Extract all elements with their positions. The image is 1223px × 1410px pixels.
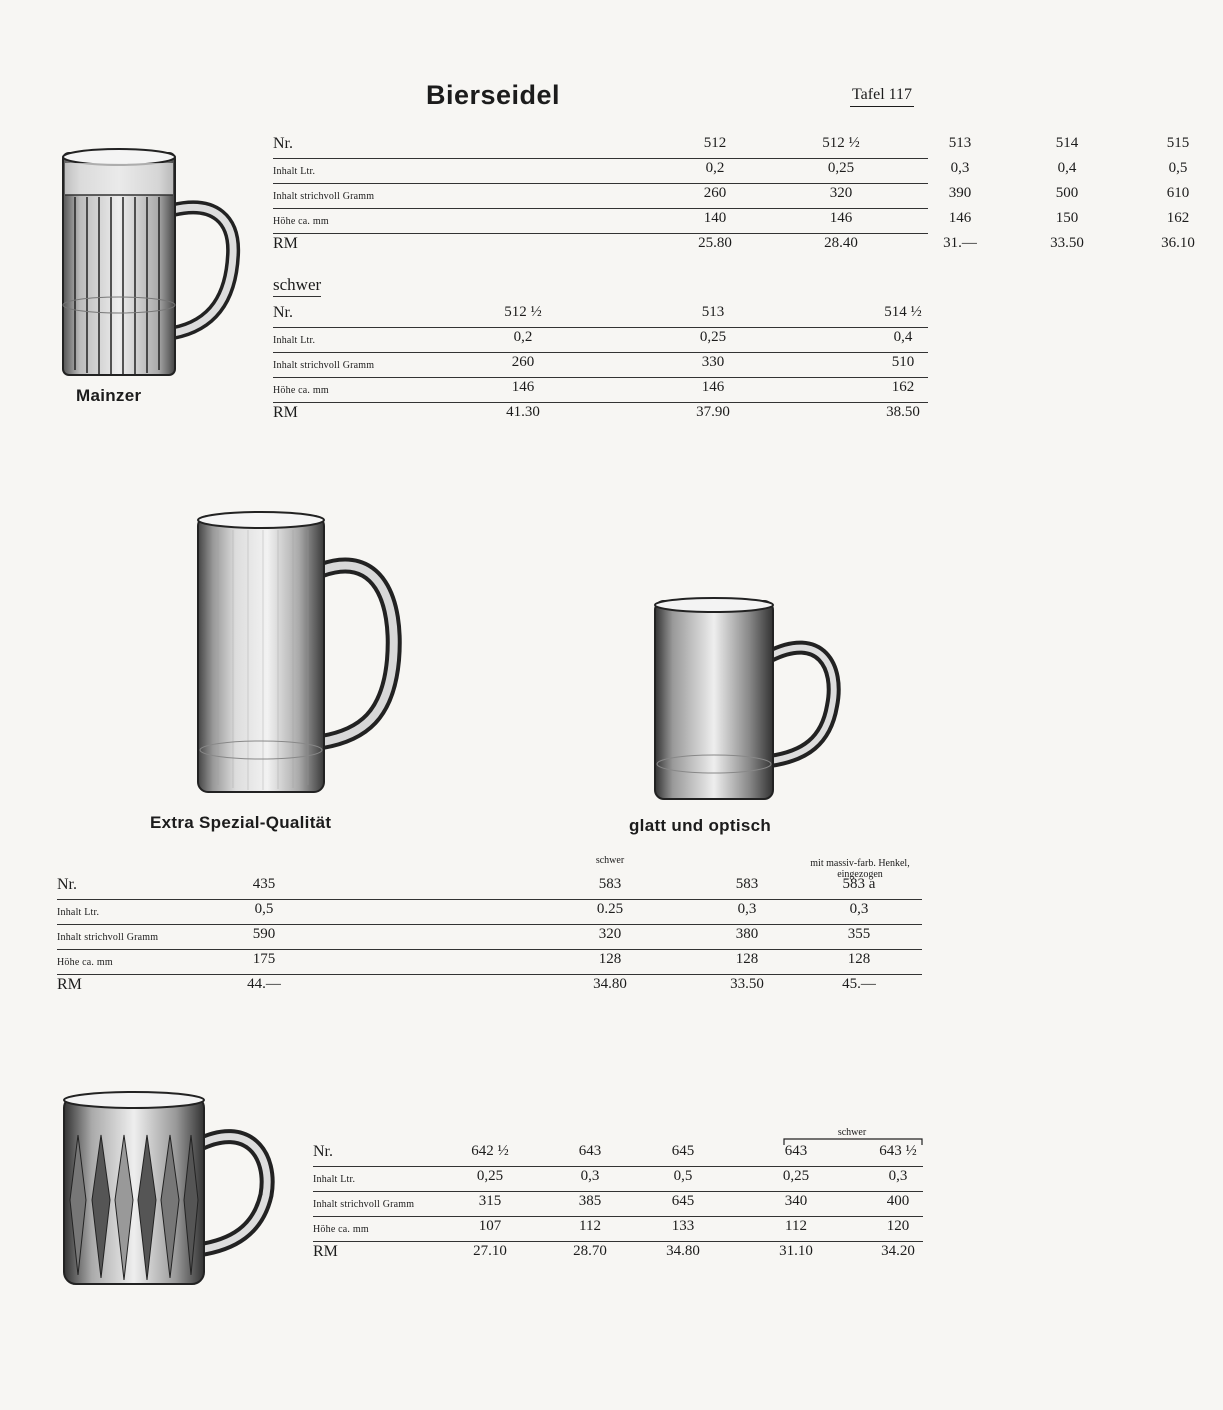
table-cell: 175 xyxy=(252,951,276,967)
row-label-nr: Nr. xyxy=(57,876,77,893)
table-cell: 140 xyxy=(703,210,727,226)
row-label-hoehe: Höhe ca. mm xyxy=(273,385,329,396)
table-cell: 390 xyxy=(948,185,972,201)
table-cell: 315 xyxy=(478,1193,502,1209)
row-label-inhalt: Inhalt Ltr. xyxy=(273,166,316,177)
mainzer-caption: Mainzer xyxy=(76,386,142,405)
table-cell: 400 xyxy=(886,1193,910,1209)
table-cell: 320 xyxy=(598,926,622,942)
table-cell: 645 xyxy=(671,1143,695,1159)
table-row xyxy=(57,899,922,925)
table-row xyxy=(313,1141,923,1167)
glatt-optisch-mug-illustration xyxy=(650,596,840,806)
extra-spezial-mug-illustration xyxy=(188,510,403,795)
row-label-inhalt: Inhalt Ltr. xyxy=(313,1174,356,1185)
price-cell: 41.30 xyxy=(506,404,540,420)
schwer-heading: schwer xyxy=(273,275,321,297)
table-cell: 0,5 xyxy=(1168,160,1188,176)
table-cell: 583 xyxy=(598,876,622,892)
price-cell: 25.80 xyxy=(698,235,732,251)
mainzer-nr-512-half: 512 ½ xyxy=(822,135,860,151)
table-cell: 146 xyxy=(829,210,853,226)
price-cell: 31.10 xyxy=(779,1243,813,1259)
mainzer-nr-512: 512 xyxy=(703,135,727,151)
table-cell: 645 xyxy=(671,1193,695,1209)
row-label-gramm: Inhalt strichvoll Gramm xyxy=(273,360,375,371)
table-cell: 0,3 xyxy=(950,160,970,176)
table-cell: 150 xyxy=(1055,210,1079,226)
table-row xyxy=(273,377,928,403)
glatt-optisch-caption: glatt und optisch xyxy=(629,816,772,835)
page-title: Bierseidel xyxy=(425,80,561,110)
table-cell: 112 xyxy=(579,1218,601,1234)
table-row xyxy=(273,133,1190,159)
row-label-hoehe: Höhe ca. mm xyxy=(273,216,329,227)
table-cell: 513 xyxy=(701,304,725,320)
row-label-gramm: Inhalt strichvoll Gramm xyxy=(57,932,159,943)
table-cell: 112 xyxy=(785,1218,807,1234)
mainzer-mug-illustration xyxy=(55,145,240,380)
table-cell: 0,4 xyxy=(1057,160,1077,176)
table-row xyxy=(57,874,922,900)
price-cell: 37.90 xyxy=(696,404,730,420)
price-cell: 36.10 xyxy=(1161,235,1195,251)
table-cell: 0,3 xyxy=(888,1168,908,1184)
row-label-nr: Nr. xyxy=(313,1143,333,1160)
table-cell: 260 xyxy=(703,185,727,201)
table-cell: 128 xyxy=(735,951,759,967)
table-cell: 510 xyxy=(891,354,915,370)
table-cell: 590 xyxy=(252,926,276,942)
row-label-hoehe: Höhe ca. mm xyxy=(313,1224,369,1235)
table-row xyxy=(313,1191,923,1217)
table-row xyxy=(273,158,1188,184)
row-label-inhalt: Inhalt Ltr. xyxy=(273,335,316,346)
table-row xyxy=(273,302,928,328)
price-cell: 33.50 xyxy=(730,976,764,992)
table-cell: 0,25 xyxy=(699,329,727,345)
table-row xyxy=(273,183,1190,209)
table-cell: 512 ½ xyxy=(504,304,542,320)
row-label-rm: RM xyxy=(57,976,82,993)
table-cell: 583 a xyxy=(842,876,876,892)
table-cell: 162 xyxy=(1166,210,1190,226)
table-row xyxy=(57,974,922,999)
table-cell: 0,3 xyxy=(849,901,869,917)
table-cell: 120 xyxy=(886,1218,910,1234)
table-cell: 514 ½ xyxy=(884,304,922,320)
henkel-note-line2: eingezogen xyxy=(837,869,883,880)
table-cell: 146 xyxy=(948,210,972,226)
table-cell: 320 xyxy=(829,185,853,201)
table-cell: 0,2 xyxy=(705,160,725,176)
table-row xyxy=(273,352,928,378)
table-cell: 0,5 xyxy=(673,1168,693,1184)
table-cell: 380 xyxy=(735,926,759,942)
table-cell: 0.25 xyxy=(596,901,624,917)
mainzer-nr-514: 514 xyxy=(1055,135,1079,151)
table-row xyxy=(273,233,1195,258)
table-row xyxy=(57,924,922,950)
table-cell: 0,3 xyxy=(737,901,757,917)
table-cell: 0,25 xyxy=(782,1168,810,1184)
table-cell: 355 xyxy=(847,926,871,942)
table-cell: 500 xyxy=(1055,185,1079,201)
henkel-note-line1: mit massiv-farb. Henkel, xyxy=(810,858,910,869)
table-cell: 0,25 xyxy=(827,160,855,176)
table-row xyxy=(273,402,928,427)
row-label-nr: Nr. xyxy=(273,304,293,321)
table-cell: 146 xyxy=(701,379,725,395)
table-row xyxy=(313,1166,923,1192)
row-label-inhalt: Inhalt Ltr. xyxy=(57,907,100,918)
price-cell: 28.70 xyxy=(573,1243,607,1259)
table-cell: 0,5 xyxy=(254,901,274,917)
row-label-rm: RM xyxy=(313,1243,338,1260)
row-label-rm: RM xyxy=(273,235,298,252)
table-cell: 610 xyxy=(1166,185,1190,201)
table-cell: 260 xyxy=(511,354,535,370)
table-row xyxy=(57,949,922,975)
mainzer-nr-513: 513 xyxy=(948,135,972,151)
cut-schwer-note: schwer xyxy=(837,1127,867,1138)
table-cell: 0,3 xyxy=(580,1168,600,1184)
cut-glass-mug-illustration xyxy=(58,1090,273,1290)
table-cell: 642 ½ xyxy=(471,1143,509,1159)
table-row xyxy=(313,1216,923,1242)
row-label-hoehe: Höhe ca. mm xyxy=(57,957,113,968)
table-cell: 0,4 xyxy=(893,329,913,345)
mainzer-nr-515: 515 xyxy=(1166,135,1190,151)
row-label-rm: RM xyxy=(273,404,298,421)
price-cell: 34.80 xyxy=(666,1243,700,1259)
table-cell: 0,2 xyxy=(513,329,533,345)
table-cell: 133 xyxy=(671,1218,695,1234)
table-cell: 128 xyxy=(598,951,622,967)
price-cell: 31.— xyxy=(943,235,977,251)
price-cell: 45.— xyxy=(842,976,876,992)
table-cell: 0,25 xyxy=(476,1168,504,1184)
price-cell: 34.20 xyxy=(881,1243,915,1259)
table-row xyxy=(313,1241,923,1266)
table-cell: 583 xyxy=(735,876,759,892)
price-cell: 44.— xyxy=(247,976,281,992)
table-row xyxy=(273,327,928,353)
row-label-gramm: Inhalt strichvoll Gramm xyxy=(313,1199,415,1210)
price-cell: 28.40 xyxy=(824,235,858,251)
table-cell: 107 xyxy=(478,1218,502,1234)
table-cell: 162 xyxy=(891,379,915,395)
price-cell: 27.10 xyxy=(473,1243,507,1259)
table-cell: 643 xyxy=(784,1143,808,1159)
row-label-nr: Nr. xyxy=(273,135,293,152)
table-cell: 146 xyxy=(511,379,535,395)
table-cell: 643 xyxy=(578,1143,602,1159)
plate-number: Tafel 117 xyxy=(850,86,914,107)
price-cell: 38.50 xyxy=(886,404,920,420)
extra-nr-435: 435 xyxy=(252,876,276,892)
row-label-gramm: Inhalt strichvoll Gramm xyxy=(273,191,375,202)
price-cell: 33.50 xyxy=(1050,235,1084,251)
table-cell: 330 xyxy=(701,354,725,370)
price-cell: 34.80 xyxy=(593,976,627,992)
table-cell: 643 ½ xyxy=(879,1143,917,1159)
table-cell: 128 xyxy=(847,951,871,967)
table-cell: 385 xyxy=(578,1193,602,1209)
table-cell: 340 xyxy=(784,1193,808,1209)
table-row xyxy=(273,208,1190,234)
schwer-note: schwer xyxy=(595,855,625,866)
extra-spezial-caption: Extra Spezial-Qualität xyxy=(150,813,332,832)
